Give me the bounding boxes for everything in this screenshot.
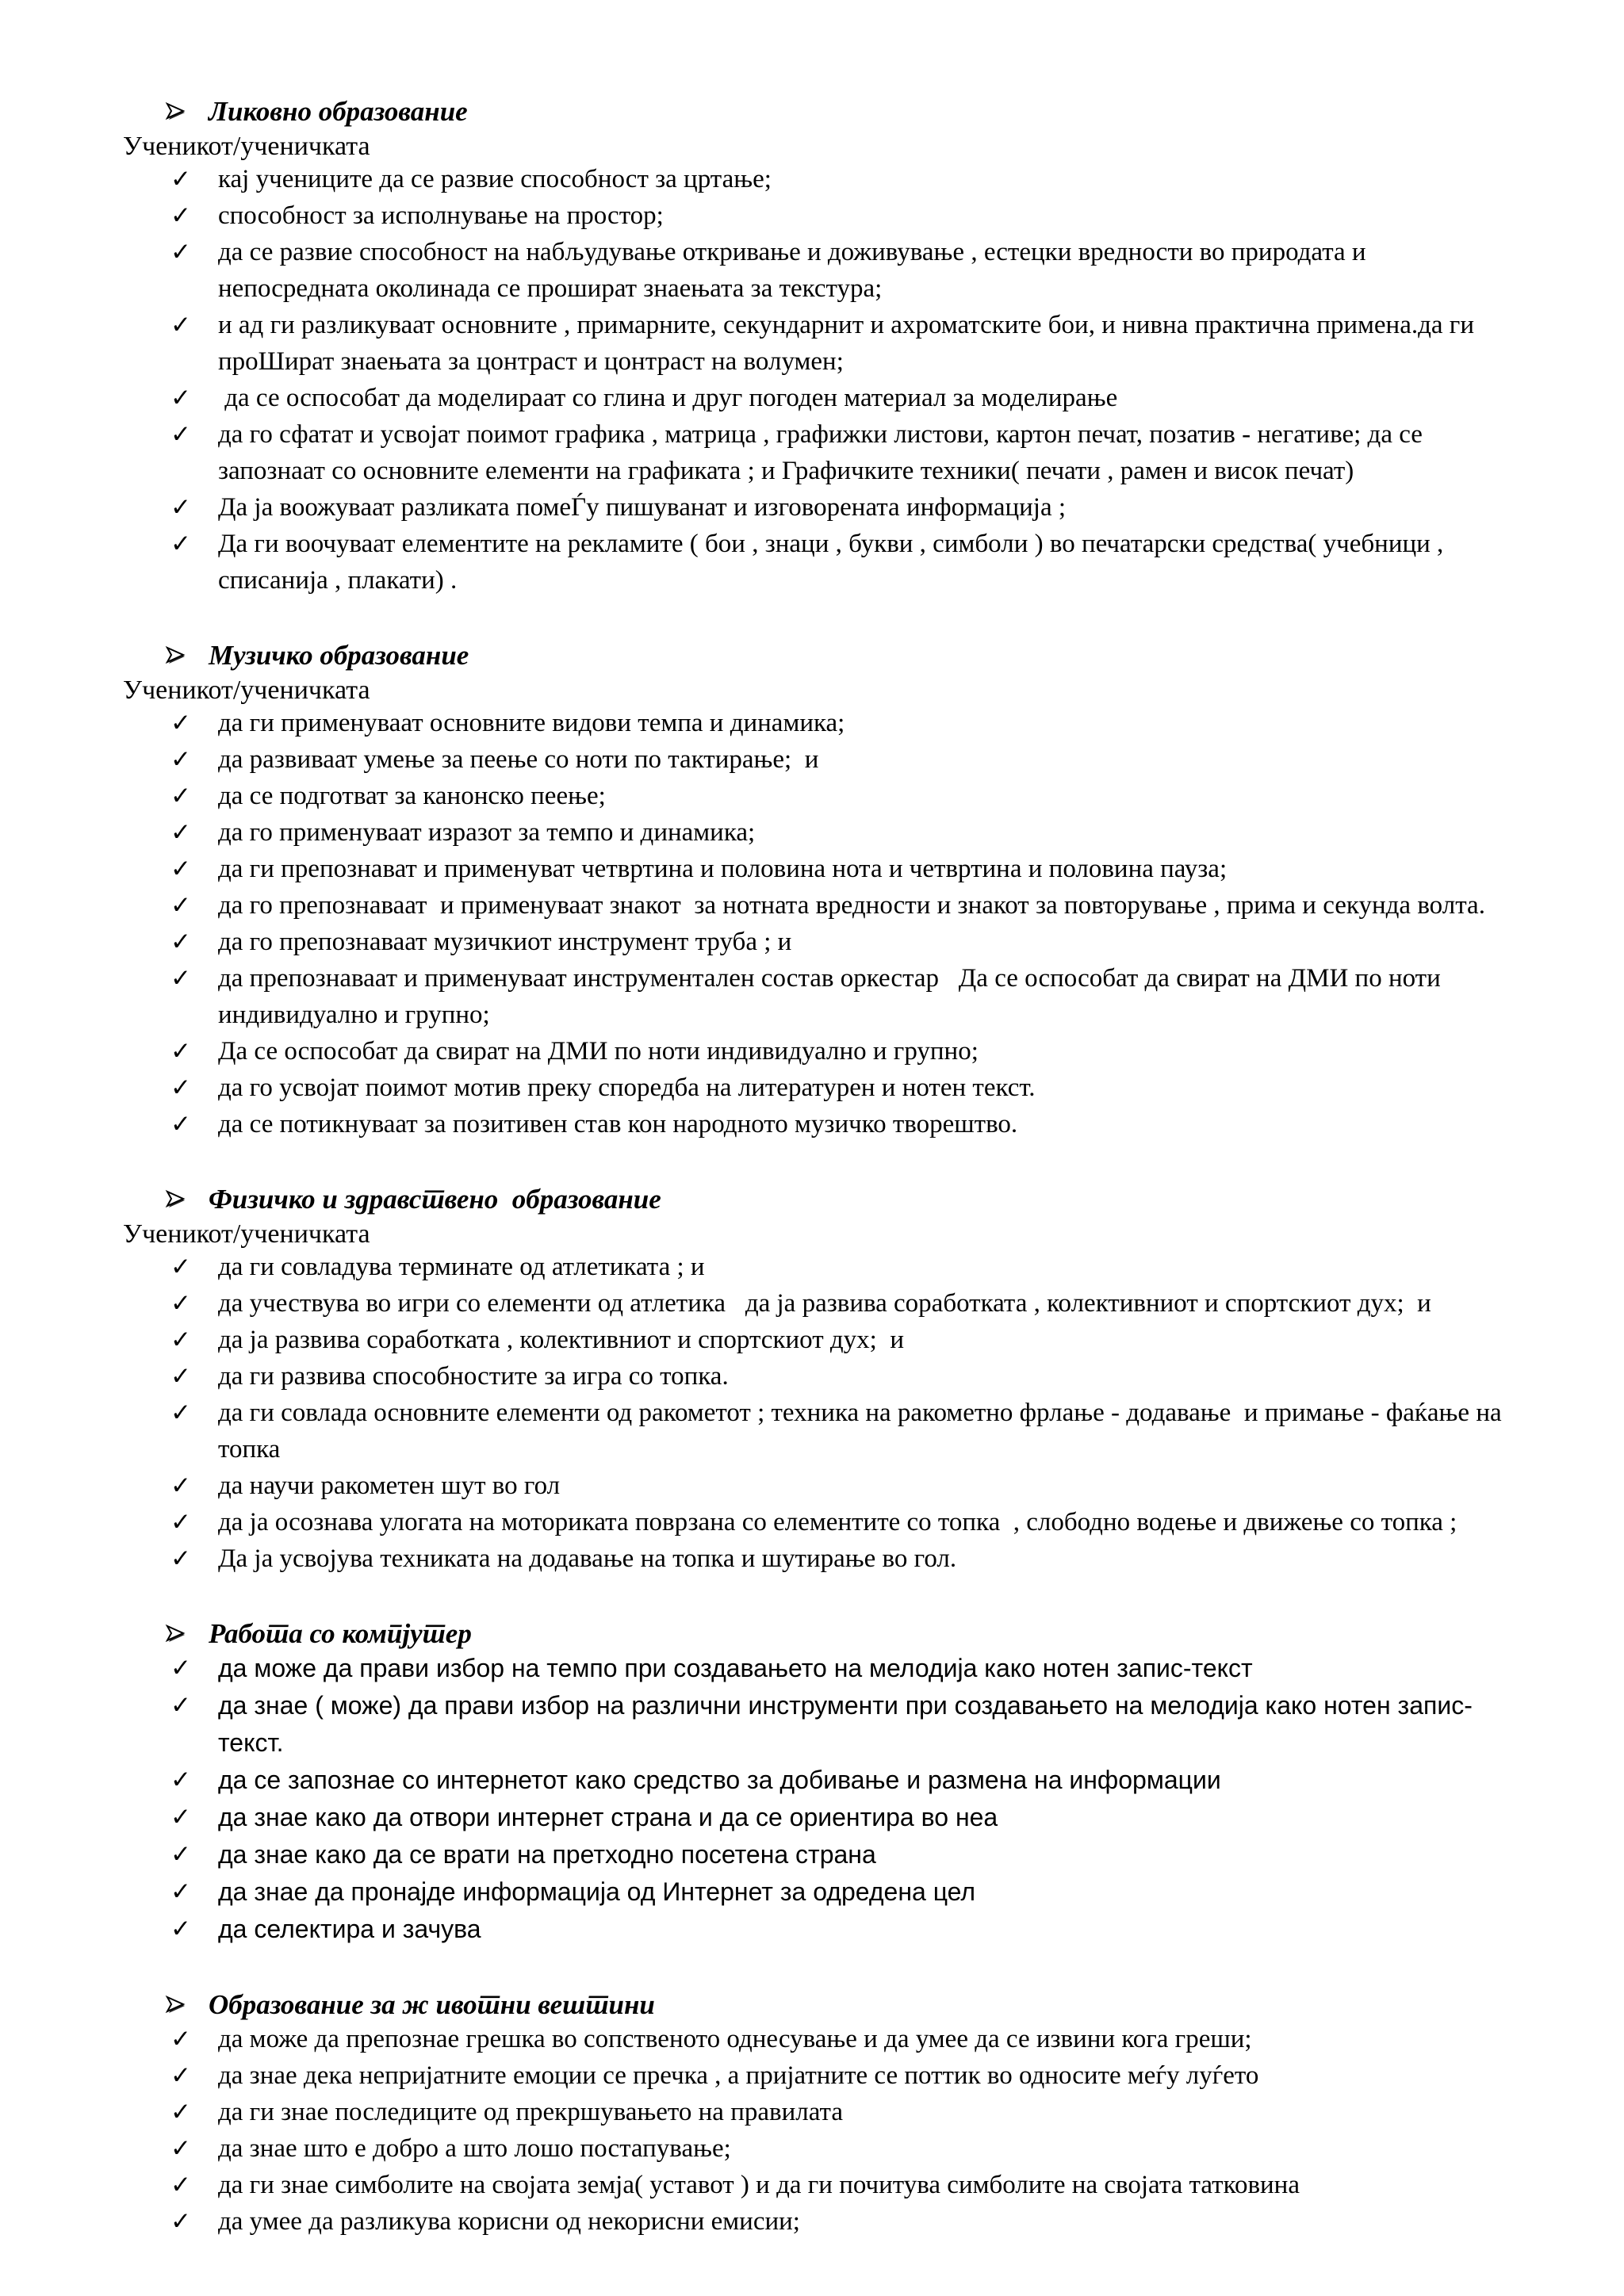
objective-item xyxy=(170,1035,1505,1072)
objective-text: да се оспособат да моделираат со глина и друг погоден материал за моделирање xyxy=(218,384,1118,412)
objective-item xyxy=(170,1072,1505,1108)
check-icon: ✓ xyxy=(170,2061,191,2090)
objective-item xyxy=(170,2096,1505,2133)
check-icon: ✓ xyxy=(170,1840,191,1869)
objective-item xyxy=(170,744,1505,780)
check-icon: ✓ xyxy=(170,818,191,847)
check-icon: ✓ xyxy=(170,891,191,920)
check-icon: ✓ xyxy=(170,1803,191,1831)
check-icon: ✓ xyxy=(170,420,191,449)
section-heading-row xyxy=(164,1987,1505,2023)
section-subheading: Ученикот/ученичката xyxy=(123,132,370,161)
objective-text: да учествува во игри со елементи од атлетика да ја развива соработката , колективниот и спортскиот дух; и xyxy=(218,1289,1431,1318)
subject-section xyxy=(123,1181,1508,1579)
objective-text: да знае ( може) да прави избор на различни инструменти при создавањето на мелодија како нотен запис-текст. xyxy=(218,1691,1473,1757)
objective-item xyxy=(170,1108,1505,1145)
objective-item xyxy=(170,1913,1505,1950)
objectives-list xyxy=(123,707,1505,1145)
objective-text: Да ја усвојува техниката на додавање на топка и шутирање во гол. xyxy=(218,1544,957,1573)
section-heading-text: Работа со компјутер xyxy=(209,1618,472,1649)
objective-item xyxy=(170,1324,1505,1360)
section-subheading: Ученикот/ученичката xyxy=(123,1219,370,1249)
check-icon: ✓ xyxy=(170,1877,191,1906)
check-icon: ✓ xyxy=(170,1289,191,1318)
objective-item xyxy=(170,2133,1505,2169)
objective-text: Да ги воочуваат елементите на рекламите ( бои , знаци , букви , симболи ) во печатарски средства( учебници , списанија , плакати) . xyxy=(218,530,1450,595)
section-heading-row xyxy=(164,1181,1505,1218)
check-icon: ✓ xyxy=(170,238,191,266)
check-icon: ✓ xyxy=(170,709,191,737)
check-icon: ✓ xyxy=(170,1073,191,1102)
objective-item xyxy=(170,419,1505,492)
objective-text: да знае дека непријатните емоции се пречка , а пријатните се поттик во односите меѓу луѓето xyxy=(218,2061,1259,2090)
check-icon: ✓ xyxy=(170,745,191,774)
objectives-list xyxy=(123,1251,1508,1579)
objective-text: да го препознаваат музичкиот инструмент труба ; и xyxy=(218,928,792,956)
check-icon: ✓ xyxy=(170,311,191,339)
objective-text: способност за исполнување на простор; xyxy=(218,201,664,230)
objective-item xyxy=(170,817,1505,853)
objective-text: да се развие способност на набљудување откривање и доживување , естецки вредности во природата и непосредната околинада се прошират знаењата за текстура; xyxy=(218,238,1373,303)
check-icon: ✓ xyxy=(170,1766,191,1794)
objective-text: да ги совладува терминате од атлетиката ; и xyxy=(218,1253,705,1281)
objective-item xyxy=(170,780,1505,817)
section-heading-row xyxy=(164,637,1505,674)
objective-item xyxy=(170,236,1505,309)
objective-item xyxy=(170,1839,1505,1876)
objective-text: да научи ракометен шут во гол xyxy=(218,1471,561,1500)
objective-item xyxy=(170,1470,1505,1506)
check-icon: ✓ xyxy=(170,1544,191,1573)
objective-item xyxy=(170,492,1505,528)
objective-text: да може да препознае грешка во сопственото однесување и да умее да се извини кога греши; xyxy=(218,2025,1252,2053)
check-icon: ✓ xyxy=(170,1110,191,1138)
objective-item xyxy=(170,853,1505,890)
check-icon: ✓ xyxy=(170,1915,191,1943)
objective-item xyxy=(170,1876,1505,1913)
check-icon: ✓ xyxy=(170,1508,191,1536)
objectives-list xyxy=(123,163,1505,601)
check-icon: ✓ xyxy=(170,201,191,230)
check-icon: ✓ xyxy=(170,165,191,193)
objective-text: да знае да пронајде информација од Интернет за одредена цел xyxy=(218,1877,976,1906)
objective-text: да се подготват за канонско пеење; xyxy=(218,782,606,810)
objective-item xyxy=(170,1652,1505,1689)
objective-item xyxy=(170,962,1505,1035)
check-icon: ✓ xyxy=(170,1253,191,1281)
objective-text: да развиваат умење за пеење со ноти по тактирање; и xyxy=(218,745,819,774)
arrowhead-bullet-icon xyxy=(164,1993,188,2017)
arrowhead-bullet-icon xyxy=(164,644,188,668)
objective-text: да ги препознават и применуват четвртина и половина нота и четвртина и половина пауза; xyxy=(218,855,1228,883)
objective-text: да го применуваат изразот за темпо и динамика; xyxy=(218,818,756,847)
section-heading-text: Музичко образование xyxy=(209,640,469,671)
objective-text: да го сфатат и усвојат поимот графика , матрица , графижки листови, картон печат, позатив - негативе; да се запознаат со основните елементи на графиката ; и Графичките техники( печати , рамен и висок печат) xyxy=(218,420,1430,485)
check-icon: ✓ xyxy=(170,2207,191,2236)
objective-item xyxy=(170,2206,1505,2242)
objective-item xyxy=(170,1506,1505,1543)
objective-item xyxy=(170,1288,1505,1324)
objective-text: да знае што е добро а што лошо постапување; xyxy=(218,2134,731,2163)
check-icon: ✓ xyxy=(170,782,191,810)
check-icon: ✓ xyxy=(170,1399,191,1427)
check-icon: ✓ xyxy=(170,1326,191,1354)
objective-text: да ги знае последиците од прекршувањето на правилата xyxy=(218,2098,843,2126)
arrowhead-bullet-icon xyxy=(164,100,188,124)
objective-text: кај учениците да се развие способност за цртање; xyxy=(218,165,772,193)
objective-item xyxy=(170,382,1505,419)
objective-text: да може да прави избор на темпо при создавањето на мелодија како нотен запис-текст xyxy=(218,1654,1253,1682)
objective-text: да селектира и зачува xyxy=(218,1915,481,1943)
objective-text: да знае како да отвори интернет страна и да се ориентира во неа xyxy=(218,1803,998,1831)
check-icon: ✓ xyxy=(170,855,191,883)
objective-item xyxy=(170,926,1505,962)
objective-item xyxy=(170,2023,1505,2060)
objective-item xyxy=(170,200,1505,236)
objective-text: да го усвојат поимот мотив преку споредба на литературен и нотен текст. xyxy=(218,1073,1036,1102)
subject-section xyxy=(123,1616,1505,1950)
objective-text: да препознаваат и применуваат инструментален состав оркестар Да се оспособат да свират на ДМИ по ноти индивидуално и групно; xyxy=(218,964,1448,1029)
check-icon: ✓ xyxy=(170,1471,191,1500)
check-icon: ✓ xyxy=(170,1037,191,1066)
subject-section xyxy=(123,1987,1505,2242)
objective-text: да се запознае со интернетот како средство за добивање и размена на информации xyxy=(218,1766,1221,1794)
objective-text: да знае како да се врати на претходно посетена страна xyxy=(218,1840,876,1869)
objective-item xyxy=(170,890,1505,926)
section-heading-row xyxy=(164,94,1505,130)
objectives-list xyxy=(123,2023,1505,2242)
arrowhead-bullet-icon xyxy=(164,1188,188,1211)
objective-item xyxy=(170,1801,1505,1839)
objective-item xyxy=(170,1397,1508,1470)
objective-item xyxy=(170,1764,1505,1801)
check-icon: ✓ xyxy=(170,384,191,412)
objective-text: да ја развива соработката , колективниот и спортскиот дух; и xyxy=(218,1326,904,1354)
objective-item xyxy=(170,528,1505,601)
subject-section xyxy=(123,637,1505,1145)
objective-item xyxy=(170,707,1505,744)
objective-item xyxy=(170,2060,1505,2096)
objective-item xyxy=(170,2169,1505,2206)
objective-item xyxy=(170,1251,1505,1288)
objective-item xyxy=(170,1689,1505,1764)
arrowhead-bullet-icon xyxy=(164,1622,188,1646)
objective-item xyxy=(170,1360,1505,1397)
check-icon: ✓ xyxy=(170,2171,191,2199)
objective-text: и ад ги разликуваат основните , примарните, секундарнит и ахроматските бои, и нивна практична примена.да ги проШират знаењата за цонтраст и цонтраст на волумен; xyxy=(218,311,1481,376)
objective-item xyxy=(170,1543,1505,1579)
objective-item xyxy=(170,163,1505,200)
objective-text: Да ја воожуваат разликата помеЃу пишуванат и изговорената информација ; xyxy=(218,493,1067,522)
check-icon: ✓ xyxy=(170,530,191,558)
objective-text: да го препознаваат и применуваат знакот за нотната вредности и знакот за повторување , прима и секунда волта. xyxy=(218,891,1485,920)
section-heading-text: Образование за ж ивотни вештини xyxy=(209,1989,655,2020)
objective-text: да ги развива способностите за игра со топка. xyxy=(218,1362,729,1391)
check-icon: ✓ xyxy=(170,2025,191,2053)
check-icon: ✓ xyxy=(170,1362,191,1391)
objective-text: да ги знае симболите на својата земја( уставот ) и да ги почитува симболите на својата татковина xyxy=(218,2171,1300,2199)
objective-text: да се потикнуваат за позитивен став кон народното музичко творештво. xyxy=(218,1110,1018,1138)
section-subheading: Ученикот/ученичката xyxy=(123,675,370,705)
check-icon: ✓ xyxy=(170,1691,191,1720)
objective-text: да ги совлада основните елементи од ракометот ; техника на ракометно фрлање - додавање и примање - фаќање на топка xyxy=(218,1399,1508,1464)
subject-section xyxy=(123,94,1505,601)
objective-text: да ја осознава улогата на моториката поврзана со елементите со топка , слободно водење и движење со топка ; xyxy=(218,1508,1457,1536)
check-icon: ✓ xyxy=(170,2098,191,2126)
objective-item xyxy=(170,309,1505,382)
objectives-list xyxy=(123,1652,1505,1950)
objective-text: Да се оспособат да свират на ДМИ по ноти индивидуално и групно; xyxy=(218,1037,979,1066)
objective-text: да ги применуваат основните видови темпа и динамика; xyxy=(218,709,845,737)
check-icon: ✓ xyxy=(170,493,191,522)
objective-text: да умее да разликува корисни од некорисни емисии; xyxy=(218,2207,800,2236)
check-icon: ✓ xyxy=(170,964,191,993)
check-icon: ✓ xyxy=(170,1654,191,1682)
section-heading-text: Физичко и здравствено образование xyxy=(209,1184,661,1215)
section-heading-text: Ликовно образование xyxy=(209,96,468,127)
check-icon: ✓ xyxy=(170,2134,191,2163)
section-heading-row xyxy=(164,1616,1505,1652)
check-icon: ✓ xyxy=(170,928,191,956)
